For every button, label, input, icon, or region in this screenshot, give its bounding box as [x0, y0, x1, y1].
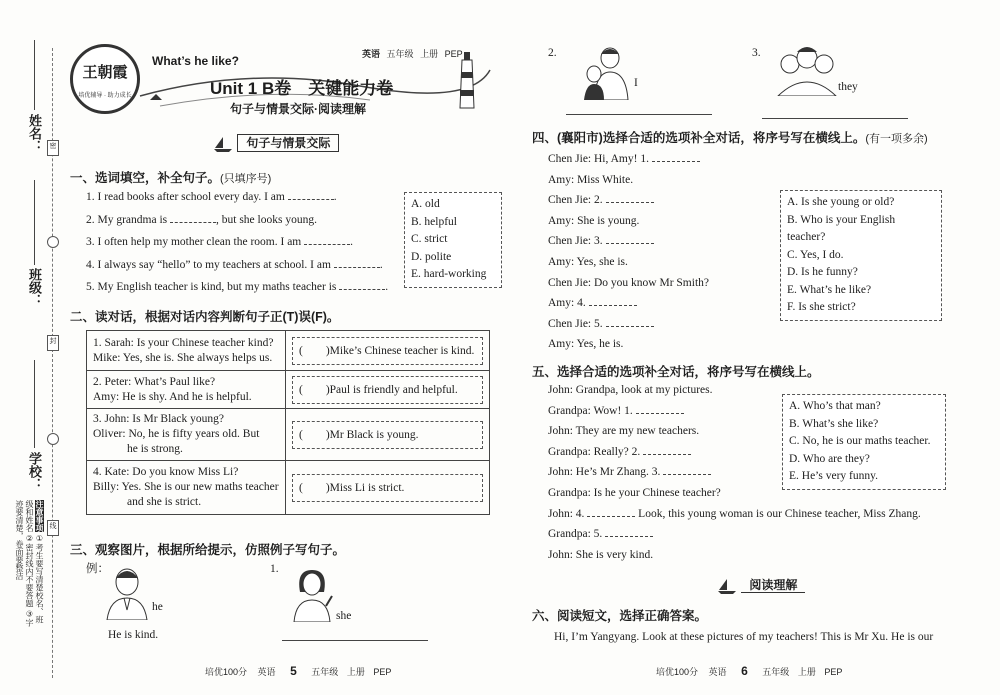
dialog-options-box — [780, 190, 942, 321]
dialog-line — [548, 173, 709, 194]
footer-term: 上册 — [797, 667, 816, 677]
line-text: Amy: Yes, she is. — [548, 255, 628, 268]
line-text: John: They are my new teachers. — [548, 425, 700, 438]
section-3-heading: 三、观察图片，根据所给提示，仿照例子写句子。 — [70, 543, 346, 557]
answer-blank[interactable] — [288, 199, 334, 200]
section-4-title: 四、(襄阳市)选择合适的选项补全对话，将序号写在横线上。 — [532, 131, 866, 145]
page-subtitle: 句子与情景交际·阅读理解 — [230, 102, 366, 116]
item-text: 1. I read books after school every day. I am — [86, 191, 285, 203]
line-text: Amy: 4. — [548, 297, 586, 310]
item-text: , but she looks young. — [216, 213, 317, 226]
line-text: Grandpa: Wow! 1. — [548, 404, 633, 417]
lighthouse-icon — [456, 50, 478, 110]
dialog-line — [548, 507, 921, 528]
item-text: 3. I often help my mother clean the room. I am — [86, 236, 302, 249]
line-text: Grandpa: Really? 2. — [548, 445, 641, 458]
line-text: Chen Jie: Do you know Mr Smith? — [548, 276, 709, 289]
exam-notes — [4, 500, 44, 630]
item-text: 2. My grandma is — [86, 213, 168, 226]
option-item: F. Is she strict? — [787, 301, 856, 313]
option-item: A. Is she young or old? — [787, 196, 895, 208]
dialog-line: Amy: He is shy. And he is helpful. — [93, 390, 252, 403]
item-text: . — [350, 236, 353, 249]
item-2-answer-line[interactable] — [566, 114, 712, 115]
answer-blank[interactable] — [606, 326, 654, 327]
dialog-line — [548, 276, 709, 297]
dialog-line: 2. Peter: What’s Paul like? — [93, 375, 216, 388]
item-1-answer-line[interactable] — [282, 640, 428, 641]
footer-grade: 五年级 — [762, 667, 790, 677]
option-item: A. old — [411, 198, 440, 210]
answer-blank[interactable] — [339, 289, 385, 290]
judge-cell — [286, 409, 490, 461]
meta-edition: PEP — [444, 49, 463, 59]
option-item: E. What’s he like? — [787, 283, 872, 296]
name-field[interactable] — [34, 40, 35, 110]
meta-subject: 英语 — [362, 49, 381, 59]
dialog-line: 4. Kate: Do you know Miss Li? — [93, 466, 239, 478]
judge-cell — [286, 331, 490, 371]
class-field[interactable] — [34, 180, 35, 265]
section-1-items — [86, 190, 388, 303]
dialog-line — [548, 234, 709, 255]
footer-brand: 培优100分 — [656, 667, 699, 677]
answer-blank[interactable] — [652, 161, 700, 162]
answer-blank[interactable] — [170, 222, 216, 223]
dialog-line: Oliver: No, he is fifty years old. But — [93, 428, 260, 440]
dialog-cell — [87, 331, 286, 371]
dialog-line — [548, 317, 709, 338]
fill-item — [86, 280, 388, 303]
answer-blank[interactable] — [587, 516, 635, 517]
judge-answer-box[interactable]: ( )Paul is friendly and helpful. — [292, 376, 483, 404]
line-text: Grandpa: 5. — [548, 528, 603, 541]
dialog-line — [548, 548, 921, 569]
item-1-label: 1. — [270, 563, 279, 575]
boat-icon — [150, 94, 162, 100]
line-text: John: She is very kind. — [548, 548, 654, 561]
table-row — [87, 331, 490, 371]
word-options-box — [404, 192, 502, 288]
option-item: B. What’s she like? — [789, 417, 879, 430]
footer-edition: PEP — [824, 667, 843, 677]
dialog-line — [548, 527, 921, 548]
reading-passage: Hi, I’m Yangyang. Look at these pictures of my teachers! This is Mr Xu. He is our — [554, 631, 934, 643]
notes-title: 注意事项 — [35, 500, 44, 532]
dialog-line: Mike: Yes, she is. She always helps us. — [93, 351, 273, 364]
line-text: Grandpa: Is he your Chinese teacher? — [548, 486, 721, 499]
answer-blank[interactable] — [606, 202, 654, 203]
school-label: 学校： — [27, 452, 42, 491]
footer-subject: 英语 — [708, 667, 727, 677]
footer-term: 上册 — [346, 667, 365, 677]
seal-mark: 密 — [47, 140, 59, 156]
line-text: John: Grandpa, look at my pictures. — [548, 384, 713, 396]
fill-item — [86, 235, 388, 258]
item-1-prompt-word: she — [336, 610, 352, 622]
dialog-line — [548, 214, 709, 235]
option-item: C. No, he is our maths teacher. — [789, 435, 931, 447]
dialog-line — [548, 337, 709, 358]
example-label: 例： — [86, 563, 109, 575]
option-item: D. polite — [411, 250, 452, 263]
footer-grade: 五年级 — [311, 667, 339, 677]
section-4-dialog — [548, 152, 709, 358]
section-banner-label: 阅读理解 — [741, 578, 805, 593]
family-picture-icon — [776, 44, 838, 96]
answer-blank[interactable] — [636, 413, 684, 414]
option-item: E. hard-working — [411, 268, 487, 280]
judge-answer-box[interactable]: ( )Miss Li is strict. — [292, 474, 483, 502]
seal-mark: 线 — [47, 520, 59, 536]
option-item: D. Is he funny? — [787, 266, 858, 278]
dialog-line — [548, 255, 709, 276]
page-number: 6 — [741, 664, 748, 678]
woman-picture-icon — [290, 566, 334, 622]
note-item: ③字迹要清楚，卷面要整洁 — [15, 500, 34, 627]
page-title: Unit 1 B卷 关键能力卷 — [210, 79, 394, 98]
item-text: 4. I always say “hello” to my teachers at school. I am — [86, 258, 331, 271]
judge-answer-box[interactable]: ( )Mr Black is young. — [292, 421, 483, 449]
section-banner — [716, 576, 805, 594]
dialog-line: Billy: Yes. She is our new maths teacher — [93, 481, 279, 493]
option-item: D. Who are they? — [789, 452, 870, 465]
example-prompt-word: he — [152, 601, 163, 613]
answer-blank[interactable] — [334, 267, 380, 268]
section-6-heading: 六、阅读短文，选择正确答案。 — [532, 609, 708, 623]
logo-subtext: 培优辅导 · 助力成长 — [78, 93, 132, 99]
dialog-line — [548, 296, 709, 317]
item-2-prompt-word: I — [634, 77, 638, 89]
footer-edition: PEP — [373, 667, 392, 677]
section-banner — [212, 134, 339, 152]
section-5-heading: 五、选择合适的选项补全对话，将序号写在横线上。 — [532, 365, 820, 379]
note-item: ①考生要写清楚校名、班级和姓名 — [25, 500, 44, 624]
line-text: Chen Jie: 5. — [548, 317, 603, 330]
meta-term: 上册 — [420, 49, 439, 59]
line-text: Chen Jie: 3. — [548, 235, 603, 248]
dialog-line — [548, 152, 709, 173]
item-3-label: 3. — [752, 47, 761, 59]
footer-brand: 培优100分 — [205, 667, 248, 677]
section-1-heading — [70, 168, 271, 186]
item-text: . — [379, 258, 383, 271]
judge-answer-box[interactable]: ( )Mike’s Chinese teacher is kind. — [292, 337, 483, 365]
dialog-cell — [87, 371, 286, 409]
answer-blank[interactable] — [304, 244, 350, 245]
fill-item — [86, 213, 388, 236]
dialog-line — [548, 193, 709, 214]
dialog-line: he is strong. — [127, 443, 183, 455]
true-false-table — [86, 330, 490, 515]
table-row — [87, 461, 490, 515]
item-text: . — [385, 281, 389, 294]
line-text: Amy: She is young. — [548, 214, 640, 227]
item-text: 5. My English teacher is kind, but my maths teacher is — [86, 281, 337, 294]
table-row — [87, 371, 490, 409]
left-page-footer — [205, 664, 391, 678]
answer-blank[interactable] — [589, 305, 637, 306]
line-text: John: 4. — [548, 507, 585, 520]
section-4-hint: (有一项多余) — [865, 133, 928, 145]
line-text: Amy: Yes, he is. — [548, 338, 624, 351]
meta-grade: 五年级 — [386, 49, 414, 59]
dialog-cell — [87, 409, 286, 461]
line-text: Look, this young woman is our Chinese teacher, Miss Zhang. — [635, 507, 921, 520]
answer-blank[interactable] — [606, 243, 654, 244]
book-meta — [362, 47, 463, 60]
class-label: 班级： — [27, 268, 42, 307]
option-item: B. helpful — [411, 215, 457, 228]
page-number: 5 — [290, 664, 297, 678]
seal-mark: 封 — [47, 335, 59, 351]
binding-margin — [0, 0, 72, 695]
section-1-hint: (只填序号) — [220, 173, 272, 185]
parent-child-picture-icon — [580, 44, 632, 100]
sailboat-icon — [212, 136, 234, 152]
line-text: John: He’s Mr Zhang. 3. — [548, 466, 661, 479]
unit-topic: What’s he like? — [152, 54, 239, 68]
name-label: 姓名： — [27, 114, 42, 153]
item-2-label: 2. — [548, 47, 557, 59]
line-text: Chen Jie: Hi, Amy! 1. — [548, 153, 649, 165]
note-item: ②密封线内不要答题 — [25, 534, 34, 608]
sailboat-icon — [716, 578, 738, 594]
judge-cell — [286, 371, 490, 409]
option-item: C. Yes, I do. — [787, 248, 844, 261]
option-item: A. Who’s that man? — [789, 400, 881, 412]
line-text: Chen Jie: 2. — [548, 194, 603, 207]
seal-hole — [47, 236, 59, 248]
line-text: Amy: Miss White. — [548, 173, 634, 186]
fill-item — [86, 258, 388, 281]
option-item: C. strict — [411, 233, 448, 245]
section-banner-label: 句子与情景交际 — [237, 134, 339, 152]
answer-blank[interactable] — [663, 474, 711, 475]
item-3-prompt-word: they — [838, 81, 858, 93]
option-item: E. He’s very funny. — [789, 470, 878, 482]
logo-text: 王朝霞 — [82, 64, 128, 81]
fill-item — [86, 190, 388, 213]
footer-subject: 英语 — [257, 667, 276, 677]
school-field[interactable] — [34, 360, 35, 448]
seal-hole — [47, 433, 59, 445]
item-text: . — [333, 191, 337, 203]
section-4-heading — [532, 128, 928, 146]
option-item: B. Who is your English teacher? — [787, 213, 896, 243]
right-page-footer — [656, 664, 842, 678]
answer-blank[interactable] — [643, 454, 691, 455]
judge-cell — [286, 461, 490, 515]
example-answer: He is kind. — [108, 629, 159, 641]
dialog-line: 3. John: Is Mr Black young? — [93, 413, 224, 425]
answer-blank[interactable] — [605, 536, 653, 537]
item-3-answer-line[interactable] — [762, 118, 908, 119]
section-2-heading: 二、读对话，根据对话内容判断句子正(T)误(F)。 — [70, 310, 340, 324]
man-picture-icon — [104, 564, 150, 620]
dialog-line: and she is strict. — [127, 496, 202, 508]
dialog-cell — [87, 461, 286, 515]
dialog-line: 1. Sarah: Is your Chinese teacher kind? — [93, 336, 274, 349]
table-row — [87, 409, 490, 461]
dialog-options-box — [782, 394, 946, 490]
section-1-title: 一、选词填空，补全句子。 — [70, 171, 221, 185]
